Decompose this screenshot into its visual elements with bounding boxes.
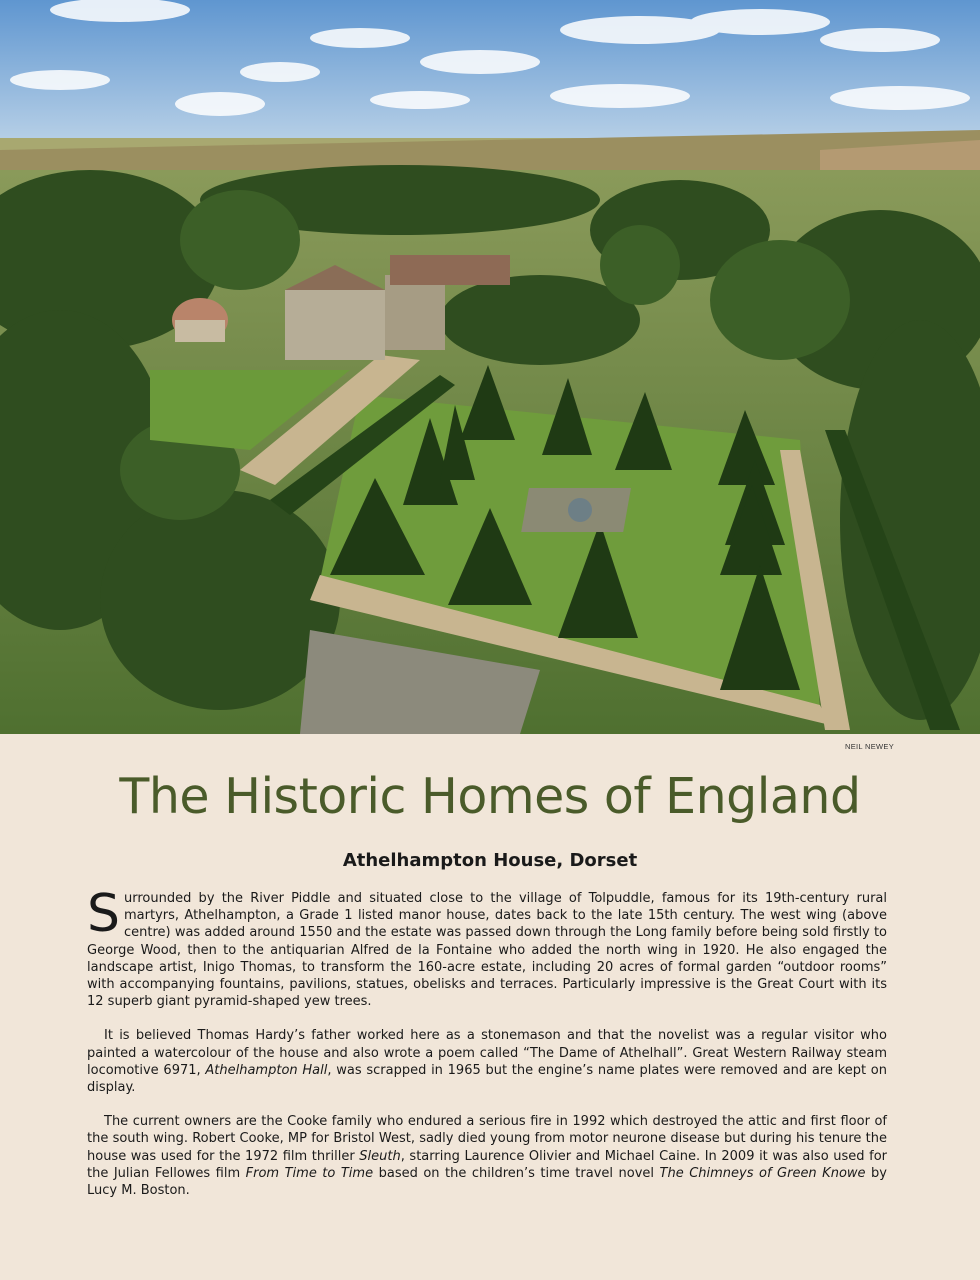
paragraph-1-text: urrounded by the River Piddle and situated close to the village of Tolpuddle, famous for its 19th-century rural martyrs, Athelhampton, a Grade 1 listed manor house, dates back to the late 15th century. The west wing (above centre) was added around 1550 and the estate was passed down through the Long family before being sold firstly to George Wood, then to the antiquarian Alfred de la Fontaine who added the north wing in 1920. He also engaged the landscape artist, Inigo Thomas, to transform the 160-acre estate, including 20 acres of formal garden “outdoor rooms” with accompanying fountains, pavilions, statues, obelisks and terraces. Particularly impressive is the Great Court with its 12 superb giant pyramid-shaped yew trees. bbox=[87, 891, 887, 1010]
article-subtitle: Athelhampton House, Dorset bbox=[342, 850, 638, 871]
film-title-from-time-to-time: From Time to Time bbox=[245, 1165, 374, 1181]
film-title-sleuth: Sleuth bbox=[359, 1148, 401, 1164]
paragraph-2-text-c: , was scrapped in 1965 but the engine’s name plates were removed and are kept on display. bbox=[87, 1062, 887, 1096]
paragraph-3-text-c: , starring Laurence Olivier and Michael Caine. In 2009 it was also used for the Julian Fellowes film bbox=[87, 1148, 887, 1181]
paragraph-2-text-a: It is believed Thomas Hardy’s father worked here as a stonemason and that the novelist was a regular visitor who painted a watercolour of the house and also wrote a poem called “The Dame of Athelhall”. Great Western Railway steam locomotive 6971, bbox=[87, 1028, 887, 1078]
paragraph-3 bbox=[87, 1113, 887, 1199]
photo-credit: NEIL NEWEY bbox=[845, 742, 894, 751]
drop-cap: S bbox=[87, 884, 121, 944]
paragraph-3-text-a: The current owners are the Cooke family who endured a serious fire in 1992 which destroyed the attic and first floor of the south wing. Robert Cooke, MP for Bristol West, sadly died young from motor neurone disease but during his tenure the house was used for the 1972 film thriller bbox=[87, 1114, 887, 1164]
paragraph-3-text-g: by Lucy M. Boston. bbox=[87, 1165, 887, 1199]
locomotive-name: Athelhampton Hall bbox=[205, 1062, 328, 1078]
article-body bbox=[87, 884, 887, 1216]
page-title: The Historic Homes of England bbox=[119, 768, 861, 825]
paragraph-2 bbox=[87, 1027, 887, 1096]
novel-title: The Chimneys of Green Knowe bbox=[659, 1165, 866, 1181]
paragraph-3-text-e: based on the children’s time travel novel bbox=[373, 1165, 660, 1181]
paragraph-1 bbox=[87, 884, 887, 1010]
